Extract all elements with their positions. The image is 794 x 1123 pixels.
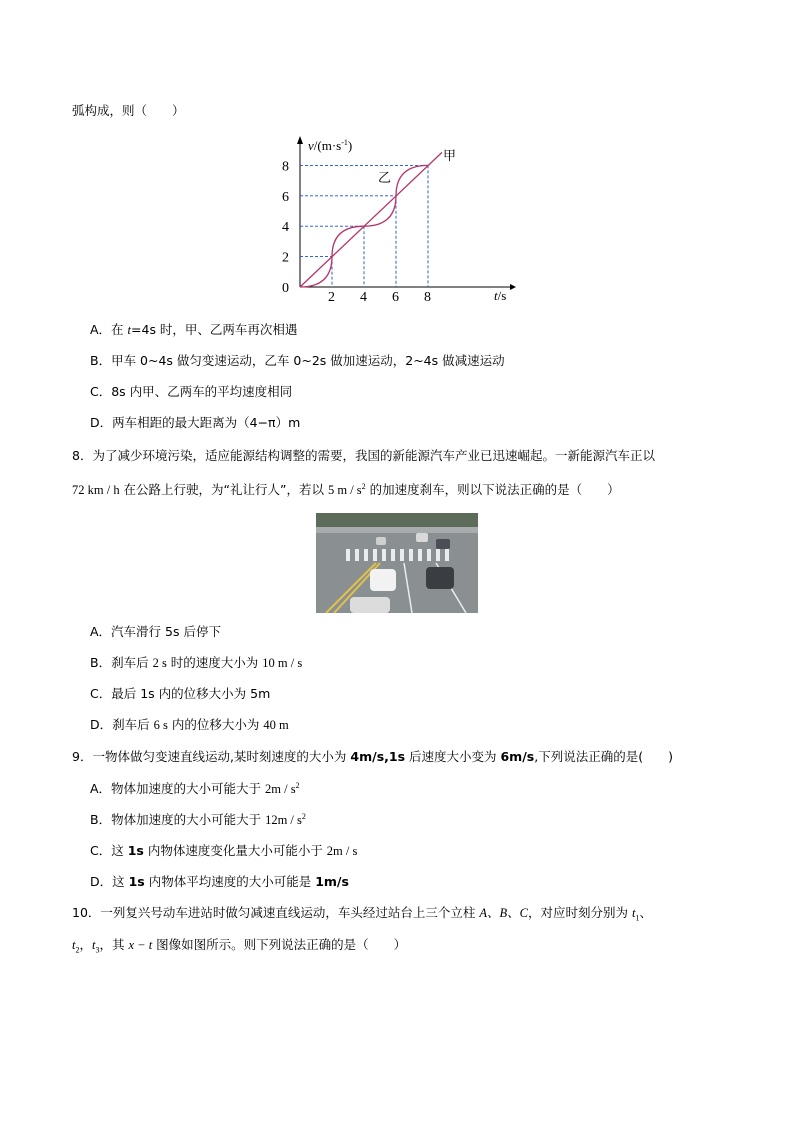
vt-graph (278, 132, 518, 304)
y-axis-label: $v/(m\cdot s^{-1})$ (308, 138, 353, 153)
q9-stem: 9．一物体做匀变速直线运动,某时刻速度的大小为 4m/s,1s 后速度大小变为 6m/s,下列说法正确的是( ) (72, 749, 673, 764)
x-tick-8: 8 (424, 290, 431, 304)
y-tick-6: 6 (282, 189, 289, 205)
x-axis-arrow (510, 284, 516, 290)
q8-stem-line2: 72 km / h 在公路上行驶，为“礼让行人”，若以 5 m / $s^2$ 的加速度刹车，则以下说法正确的是（ ） (72, 481, 620, 497)
q8-option-c[interactable]: C．最后 1s 内的位移大小为 5m (90, 686, 271, 701)
label-jia: 甲 (443, 149, 457, 164)
label-yi: 乙 (378, 171, 392, 186)
q9-option-b[interactable]: B．物体加速度的大小可能大于 $12m / s^2$ (90, 811, 306, 827)
q8-stem-line1: 8．为了减少环境污染，适应能源结构调整的需要，我国的新能源汽车产业已迅速崛起。一新能源汽车正以 (72, 448, 655, 463)
q7-option-d[interactable]: D．两车相距的最大距离为（4−π）m (90, 415, 301, 430)
x-axis-label: t/s (494, 288, 507, 303)
q8-option-d[interactable]: D．刹车后 6 s 内的位移大小为 40 m (90, 717, 289, 732)
q10-stem-line2: $t_2$，$t_3$，其 x − t 图像如图所示。则下列说法正确的是（ ） (72, 937, 407, 955)
x-tick-2: 2 (328, 290, 335, 304)
intro-tail: 弧构成，则（ ） (72, 103, 185, 118)
curves (300, 152, 442, 287)
series-jia-line (300, 152, 442, 287)
y-tick-8: 8 (282, 159, 289, 175)
q9-option-d[interactable]: D．这 1s 内物体平均速度的大小可能是 1m/s (90, 874, 349, 889)
q7-option-b[interactable]: B．甲车 0~4s 做匀变速运动，乙车 0~2s 做加速运动，2~4s 做减速运动 (90, 353, 505, 368)
q9-option-c[interactable]: C．这 1s 内物体速度变化量大小可能小于 2m / s (90, 843, 358, 858)
x-tick-6: 6 (392, 290, 399, 304)
y-axis-arrow (297, 136, 303, 144)
q9-option-a[interactable]: A．物体加速度的大小可能大于 $2m / s^2$ (90, 780, 300, 796)
q8-option-a[interactable]: A．汽车滑行 5s 后停下 (90, 624, 221, 639)
q7-option-c[interactable]: C．8s 内甲、乙两车的平均速度相同 (90, 384, 293, 399)
q8-option-b[interactable]: B．刹车后 2 s 时的速度大小为 10 m / s (90, 655, 303, 670)
road-crosswalk-photo (316, 513, 478, 613)
q10-stem-line1: 10．一列复兴号动车进站时做匀减速直线运动，车头经过站台上三个立柱 A、B、C，对应时刻分别为 $t_1$、 (72, 905, 652, 923)
origin-label: 0 (282, 281, 289, 296)
y-tick-4: 4 (282, 220, 289, 236)
x-tick-4: 4 (360, 290, 367, 304)
y-tick-2: 2 (282, 250, 289, 266)
q7-option-a[interactable]: A．在 t=4s 时，甲、乙两车再次相遇 (90, 322, 298, 337)
